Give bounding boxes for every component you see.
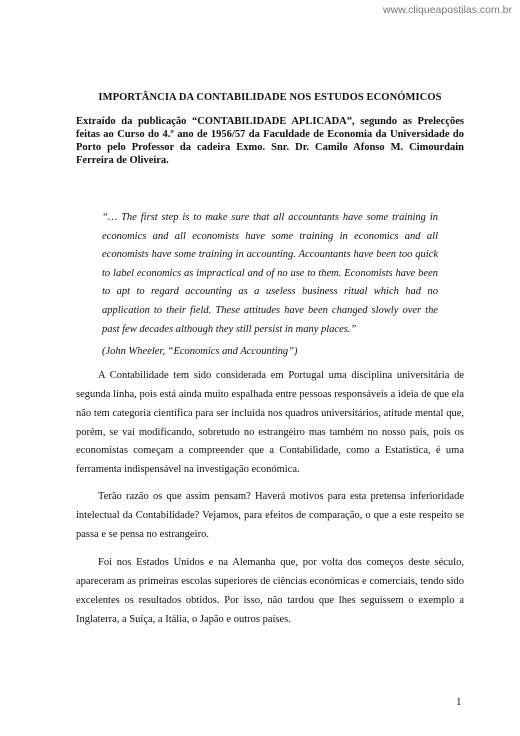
document-page [76,92,464,630]
site-watermark: www.cliqueapostilas.com.br [383,4,512,16]
body-paragraph: A Contabilidade tem sido considerada em Portugal uma disciplina universitária de segunda linha, pois está ainda muito espalhada entre pessoas responsáveis a ideia de que ela não tem categoria científica para ser incluída nos quadros universitários, atitude mental que, porém, se vai modificando, sobretudo no estrangeiro mas também no nosso país, pois os economistas começam a compreender que a Contabilidade, como a Estatística, é uma ferramenta indispensável na investigação económica. [76,370,464,476]
block-quote: “… The first step is to make sure that all accountants have some training in economics and all economists have some training in economics and all economists have some training in accounting. Accountants have been too quick to label economics as impractical and of no use to them. Economists have been to apt to regard accounting as a useless business ritual which had no application to their field. These attitudes have been changed slowly over the past few decades although they still persist in many places.” [102,212,438,335]
quote-attribution: (John Wheeler, “Economics and Accounting”) [102,346,298,358]
document-title: IMPORTÂNCIA DA CONTABILIDADE NOS ESTUDOS ECONÓMICOS [98,92,442,103]
body-paragraph: Terão razão os que assim pensam? Haverá motivos para esta pretensa inferioridade intelectual da Contabilidade? Vejamos, para efeitos de comparação, o que a este respeito se passa e se pensa no estrangeiro. [76,490,464,540]
intro-paragraph: Extraído da publicação “CONTABILIDADE APLICADA”, segundo as Prelecções feitas ao Curso do 4.º ano de 1956/57 da Faculdade de Economia da Universidade do Porto pelo Professor da cadeira Exmo. Snr. Dr. Camilo Afonso M. Cimourdain Ferreira de Oliveira. [76,116,464,166]
body-paragraph: Foi nos Estados Unidos e na Alemanha que, por volta dos começos deste século, apareceram as primeiras escolas superiores de ciências económicas e comerciais, tendo sido excelentes os resultados obtidos. Por isso, não tardou que lhes seguissem o exemplo a Inglaterra, a Suíça, a Itália, o Japão e outros países. [76,557,464,625]
page-number: 1 [456,696,462,708]
